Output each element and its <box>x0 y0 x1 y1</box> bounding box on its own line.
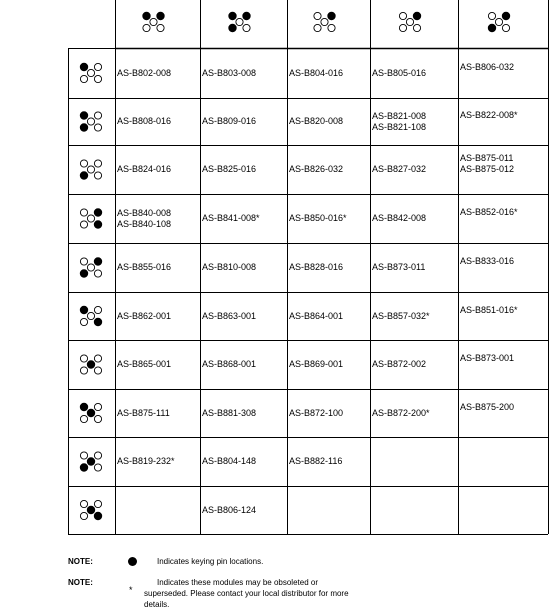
part-number: AS-B821-108 <box>372 121 427 132</box>
part-number-cell <box>372 111 426 133</box>
part-number: AS-B873-001 <box>460 353 515 363</box>
keying-pin-filled <box>156 12 164 20</box>
part-number-cell <box>117 408 170 419</box>
part-number: AS-B872-002 <box>372 359 427 369</box>
pin-empty <box>94 112 101 119</box>
part-number: AS-B806-032 <box>460 61 515 72</box>
part-number: AS-B875-011 <box>460 152 514 163</box>
pin-empty <box>321 18 328 25</box>
part-number: AS-B804-016 <box>289 67 344 78</box>
part-number-cell <box>372 213 426 224</box>
pin-empty <box>94 355 101 362</box>
keying-pin-filled <box>94 318 102 326</box>
keying-pin-filled <box>327 12 335 20</box>
pin-empty <box>87 215 94 222</box>
row-header-pin-icon <box>80 257 102 277</box>
part-number: AS-B882-116 <box>289 456 343 466</box>
keying-pin-filled <box>87 506 95 514</box>
pin-empty <box>502 24 509 31</box>
part-number: AS-B810-008 <box>202 262 257 272</box>
part-number: AS-B873-011 <box>372 262 426 272</box>
row-header-pin-icon <box>80 306 102 326</box>
keying-pin-filled <box>80 269 88 277</box>
part-number-cell <box>460 402 514 413</box>
part-number: AS-B855-016 <box>117 262 172 272</box>
keying-pin-legend-icon <box>128 557 137 566</box>
pin-empty <box>157 24 164 31</box>
keying-pin-filled <box>94 220 102 228</box>
part-number-cell <box>289 262 343 273</box>
pin-empty <box>87 69 94 76</box>
part-number-cell <box>289 311 343 322</box>
row-header-pin-icon <box>80 111 102 131</box>
pin-empty <box>80 221 87 228</box>
pin-empty <box>80 500 87 507</box>
part-number: AS-B852-016* <box>460 207 518 217</box>
keying-pin-filled <box>94 512 102 520</box>
part-number-cell <box>117 311 171 322</box>
keying-pin-filled <box>488 24 496 32</box>
column-header-pin-icon <box>399 12 421 32</box>
part-number-cell <box>202 164 256 175</box>
part-number-cell <box>372 262 425 273</box>
part-number: AS-B826-032 <box>289 164 344 174</box>
pin-empty <box>94 124 101 131</box>
keying-pin-filled <box>413 12 421 20</box>
part-number: AS-B841-008* <box>202 213 260 223</box>
pin-empty <box>94 415 101 422</box>
keying-pin-filled <box>80 123 88 131</box>
part-number: AS-B857-032* <box>372 310 430 321</box>
part-number-cell <box>202 408 256 419</box>
part-number-cell <box>117 164 171 175</box>
part-number-cell <box>117 456 175 467</box>
keying-pin-filled <box>80 171 88 179</box>
part-number-cell <box>202 456 256 467</box>
pin-empty <box>488 12 495 19</box>
note-label-2: NOTE: <box>68 578 93 587</box>
keying-pin-filled <box>228 12 236 20</box>
part-number-cell <box>460 62 514 73</box>
part-number: AS-B875-012 <box>460 163 515 174</box>
part-number-cell <box>289 456 342 467</box>
pin-empty <box>94 464 101 471</box>
part-number: AS-B803-008 <box>202 67 257 78</box>
part-number-cell <box>289 213 347 224</box>
part-number-cell <box>117 262 171 273</box>
pin-empty <box>328 24 335 31</box>
pin-empty <box>80 512 87 519</box>
pin-empty <box>314 24 321 31</box>
pin-empty <box>80 367 87 374</box>
pin-empty <box>80 355 87 362</box>
pin-empty <box>143 24 150 31</box>
part-number-cell <box>202 311 256 322</box>
pin-empty <box>243 24 250 31</box>
part-number: AS-B840-108 <box>117 218 172 229</box>
part-number: AS-B881-308 <box>202 407 257 418</box>
pin-empty <box>94 270 101 277</box>
part-number: AS-B821-008 <box>372 110 427 121</box>
pin-empty <box>94 75 101 82</box>
part-number: AS-B863-001 <box>202 310 257 321</box>
part-number-cell <box>117 116 171 127</box>
part-number: AS-B828-016 <box>289 262 344 272</box>
keying-pin-filled <box>94 208 102 216</box>
part-number-cell <box>117 359 171 370</box>
part-number-cell <box>202 505 256 516</box>
part-number-cell <box>202 213 260 224</box>
part-number-cell <box>460 353 514 364</box>
pin-empty <box>94 63 101 70</box>
part-number: AS-B851-016* <box>460 304 518 315</box>
keying-pin-filled <box>87 360 95 368</box>
part-number-cell <box>289 359 343 370</box>
part-number-cell <box>372 311 430 322</box>
pin-empty <box>94 172 101 179</box>
keying-pin-filled <box>94 257 102 265</box>
part-number: AS-B809-016 <box>202 116 257 126</box>
pin-empty <box>87 166 94 173</box>
part-number: AS-B868-001 <box>202 359 257 369</box>
row-header-pin-icon <box>80 403 102 423</box>
column-header-pin-icon <box>488 12 510 32</box>
keying-pin-filled <box>242 12 250 20</box>
pin-empty <box>94 403 101 410</box>
pin-empty <box>87 264 94 271</box>
pin-empty <box>80 209 87 216</box>
part-number-cell <box>460 110 518 121</box>
part-number: AS-B824-016 <box>117 164 172 174</box>
part-number-cell <box>372 164 426 175</box>
part-number-cell <box>460 207 518 218</box>
part-number-cell <box>372 408 430 419</box>
part-number-cell <box>460 305 518 316</box>
column-header-pin-icon <box>314 12 336 32</box>
row-header-pin-icon <box>80 160 102 180</box>
pin-empty <box>80 75 87 82</box>
pin-empty <box>399 12 406 19</box>
part-number-cell <box>289 164 343 175</box>
keying-pin-filled <box>80 463 88 471</box>
part-number-cell <box>460 153 514 175</box>
part-number: AS-B825-016 <box>202 164 257 174</box>
part-number-cell <box>289 68 343 79</box>
part-number-cell <box>202 262 256 273</box>
pin-empty <box>94 452 101 459</box>
part-number: AS-B869-001 <box>289 359 344 369</box>
keying-pin-filled <box>80 403 88 411</box>
part-number: AS-B872-200* <box>372 407 430 418</box>
part-number: AS-B865-001 <box>117 359 172 369</box>
part-number-cell <box>202 68 256 79</box>
pin-empty <box>80 160 87 167</box>
row-header-pin-icon <box>80 355 101 374</box>
note-text-1: Indicates keying pin locations. <box>157 557 264 566</box>
part-number: AS-B808-016 <box>117 116 172 126</box>
keying-pin-filled <box>80 63 88 71</box>
keying-pin-filled <box>87 409 95 417</box>
pin-empty <box>495 18 502 25</box>
part-number: AS-B819-232* <box>117 456 175 466</box>
part-number-cell <box>289 408 343 419</box>
pin-empty <box>87 312 94 319</box>
part-number: AS-B875-111 <box>117 407 170 418</box>
keying-pin-filled <box>142 12 150 20</box>
pin-empty <box>87 118 94 125</box>
part-number-cell <box>117 68 171 79</box>
pin-empty <box>80 452 87 459</box>
note-text-2: Indicates these modules may be obsoleted or superseded. Please contact your local distributor for more details. <box>144 578 349 609</box>
part-number: AS-B840-008 <box>117 207 172 218</box>
pin-empty <box>406 18 413 25</box>
keying-pin-filled <box>80 111 88 119</box>
part-number: AS-B875-200 <box>460 401 515 412</box>
part-number: AS-B850-016* <box>289 213 347 223</box>
part-number: AS-B805-016 <box>372 67 427 78</box>
part-number-cell <box>372 359 426 370</box>
column-header-pin-icon <box>142 12 164 32</box>
part-number: AS-B872-100 <box>289 407 344 418</box>
part-number: AS-B822-008* <box>460 110 518 120</box>
part-number: AS-B842-008 <box>372 213 427 223</box>
part-number: AS-B802-008 <box>117 67 172 78</box>
part-number: AS-B804-148 <box>202 456 257 466</box>
part-number: AS-B862-001 <box>117 310 172 321</box>
pin-empty <box>314 12 321 19</box>
part-number-cell <box>117 208 171 230</box>
pin-empty <box>94 160 101 167</box>
part-number: AS-B864-001 <box>289 310 344 321</box>
part-number: AS-B827-032 <box>372 164 427 174</box>
row-header-pin-icon <box>80 208 102 228</box>
part-number: AS-B833-016 <box>460 256 515 266</box>
part-number-cell <box>460 256 514 267</box>
part-number: AS-B806-124 <box>202 504 257 515</box>
column-header-pin-icon <box>228 12 250 32</box>
keying-pin-filled <box>87 457 95 465</box>
note-label-1: NOTE: <box>68 557 93 566</box>
pin-empty <box>399 24 406 31</box>
keying-pin-filled <box>228 24 236 32</box>
pin-empty <box>94 500 101 507</box>
pin-empty <box>80 415 87 422</box>
part-number-cell <box>202 116 256 127</box>
pin-empty <box>80 258 87 265</box>
asterisk-legend-icon: * <box>129 585 133 595</box>
row-header-pin-icon <box>80 452 102 472</box>
pin-empty <box>80 318 87 325</box>
keying-pin-filled <box>80 306 88 314</box>
keying-pin-filled <box>502 12 510 20</box>
part-number-cell <box>202 359 256 370</box>
row-header-pin-icon <box>80 63 102 83</box>
part-number-cell <box>289 116 343 127</box>
pin-empty <box>94 306 101 313</box>
pin-empty <box>150 18 157 25</box>
part-number-cell <box>372 68 426 79</box>
pin-empty <box>413 24 420 31</box>
pin-empty <box>94 367 101 374</box>
part-number: AS-B820-008 <box>289 116 344 126</box>
pin-empty <box>236 18 243 25</box>
row-header-pin-icon <box>80 500 102 520</box>
